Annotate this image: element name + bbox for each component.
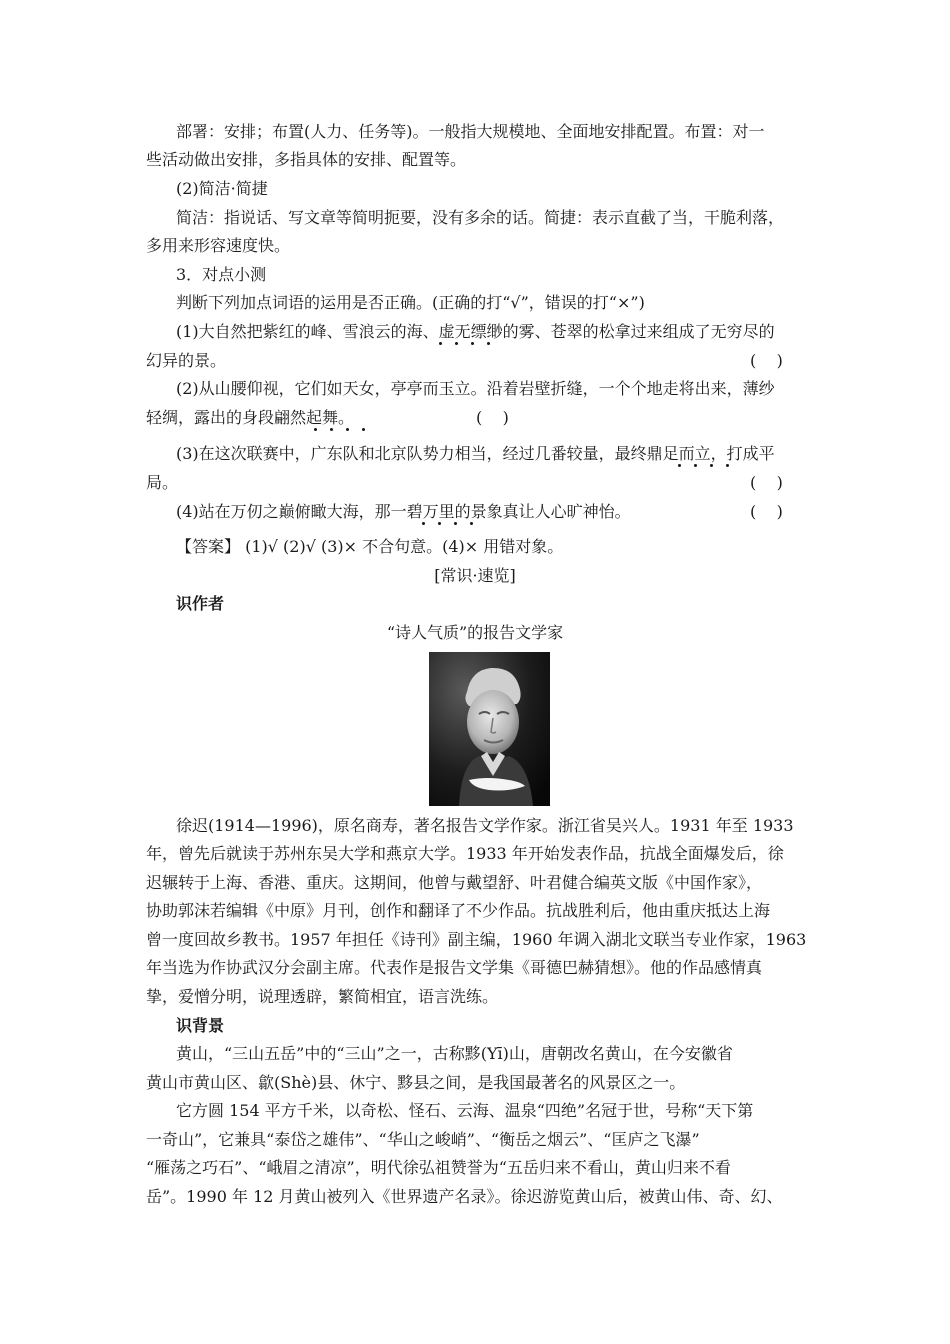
text-line: 些活动做出安排，多指具体的安排、配置等。 <box>146 150 467 169</box>
answer-line: 【答案】 (1)√ (2)√ (3)× 不合句意。(4)× 用错对象。 <box>176 537 564 556</box>
text-line: 协助郭沫若编辑《中原》月刊，创作和翻译了不少作品。抗战胜利后，他由重庆抵达上海 <box>146 901 771 920</box>
text-line: 年当选为作协武汉分会副主席。代表作是报告文学集《哥德巴赫猜想》。他的作品感情真 <box>146 958 763 977</box>
answer-blank: ( ) <box>750 502 783 521</box>
answer-blank: ( ) <box>750 351 783 370</box>
question-2-line: (2)从山腰仰视，它们如天女，亭亭而玉立。沿着岩壁折缝，一个个地走将出来，薄纱 <box>176 379 775 398</box>
question-3-line: 局。 <box>146 473 179 492</box>
text-line: 黄山，“三山五岳”中的“三山”之一，古称黟(Yī)山，唐朝改名黄山，在今安徽省 <box>176 1044 733 1063</box>
answer-blank: ( ) <box>476 408 509 427</box>
question-1-line: (1)大自然把紫红的峰、雪浪云的海、虚无缥缈的雾、苍翠的松拿过来组成了无穷尽的 <box>176 322 775 341</box>
text-line: “雁荡之巧石”、“峨眉之清凉”，明代徐弘祖赞誉为“五岳归来不看山，黄山归来不看 <box>146 1158 731 1177</box>
author-portrait <box>429 652 550 806</box>
text-line: 曾一度回故乡教书。1957 年担任《诗刊》副主编，1960 年调入湖北文联当专业作家，1963 <box>146 930 807 949</box>
text-line: 部署：安排；布置(人力、任务等)。一般指大规模地、全面地安排配置。布置：对一 <box>176 122 765 141</box>
text-line: 多用来形容速度快。 <box>146 236 291 255</box>
text-line: 它方圆 154 平方千米，以奇松、怪石、云海、温泉“四绝”名冠于世，号称“天下第 <box>176 1101 754 1120</box>
text-line: 徐迟(1914—1996)，原名商寿，著名报告文学作家。浙江省吴兴人。1931 年至 1933 <box>176 816 794 835</box>
text-line: 岳”。1990 年 12 月黄山被列入《世界遗产名录》。徐迟游览黄山后，被黄山伟、奇、幻、 <box>146 1187 783 1206</box>
instruction-line: 判断下列加点词语的运用是否正确。(正确的打“√”，错误的打“×”) <box>176 293 645 312</box>
text-line: 迟辗转于上海、香港、重庆。这期间，他曾与戴望舒、叶君健合编英文版《中国作家》， <box>146 873 763 892</box>
subtitle: “诗人气质”的报告文学家 <box>386 623 564 642</box>
text-line: 一奇山”，它兼具“泰岱之雄伟”、“华山之峻峭”、“衡岳之烟云”、“匡庐之飞瀑” <box>146 1130 700 1149</box>
question-4-line: (4)站在万仞之巅俯瞰大海，那一碧万里的景象真让人心旷神怡。 <box>176 502 631 521</box>
question-3-line: (3)在这次联赛中，广东队和北京队势力相当，经过几番较量，最终鼎足而立，打成平 <box>176 444 775 463</box>
section-heading: 识背景 <box>176 1016 225 1035</box>
question-2-line: 轻绸，露出的身段翩然起舞。 <box>146 408 355 427</box>
text-line: 黄山市黄山区、歙(Shè)县、休宁、黟县之间，是我国最著名的风景区之一。 <box>146 1073 686 1092</box>
section-heading: 识作者 <box>176 594 225 613</box>
answer-blank: ( ) <box>750 473 783 492</box>
text-line: 年，曾先后就读于苏州东吴大学和燕京大学。1933 年开始发表作品，抗战全面爆发后，徐 <box>146 844 784 863</box>
text-line: 挚，爱憎分明，说理透辟，繁简相宜，语言洗练。 <box>146 987 499 1006</box>
text-line: 简洁：指说话、写文章等简明扼要，没有多余的话。简捷：表示直截了当，干脆利落， <box>176 208 785 227</box>
question-1-line: 幻异的景。 <box>146 351 227 370</box>
subheading-line: (2)简洁·简捷 <box>176 179 268 198</box>
section-heading: 3．对点小测 <box>176 265 267 284</box>
section-title: [常识·速览] <box>434 566 516 585</box>
